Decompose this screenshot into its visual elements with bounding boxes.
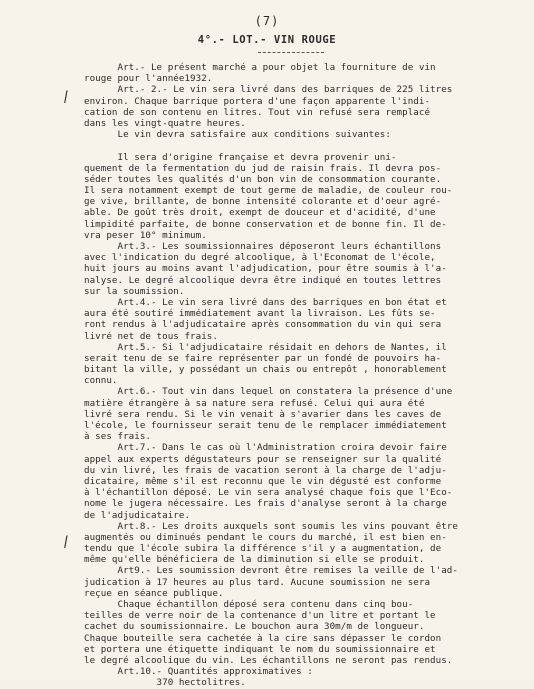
text-line: Il sera d'origine française et devra provenir uni- <box>84 151 397 163</box>
text-line: Chaque bouteille sera cachetée à la cire sans dépasser le cordon <box>84 632 442 644</box>
text-line: limpidité parfaite, de bonne conservation et de bonne fin. Il de- <box>84 218 447 230</box>
text-line: Art.6.- Tout vin dans lequel on constatera la présence d'une <box>84 386 453 398</box>
text-line: le degré alcoolique du vin. Les échantillons ne seront pas rendus. <box>84 654 453 666</box>
margin-mark: / <box>60 533 73 551</box>
text-line: Le vin devra satisfaire aux conditions suivantes: <box>84 129 391 141</box>
text-line: dans les vingt-quatre heures. <box>84 117 246 129</box>
section-heading: 4°.- LOT.- VIN ROUGE <box>197 34 337 46</box>
document-body <box>84 62 524 689</box>
text-line: dicataire, même s'il est reconnu que le vin dégusté est conforme <box>84 475 442 487</box>
text-line: de l'adjudicataire. <box>84 509 191 521</box>
text-line: ront rendus à l'adjudicataire après consommation du vin qui sera <box>84 319 442 331</box>
text-line: judication à 17 heures au plus tard. Aucune soumission ne sera <box>84 576 431 588</box>
page-number: (7) <box>254 14 280 28</box>
text-line: Art.8.- Les droits auxquels sont soumis les vins pouvant être <box>84 520 458 532</box>
text-line: nalyse. Le degré alcoolique devra être indiqué en toutes lettres <box>84 274 442 286</box>
text-line: aura été soutiré immédiatement avant la livraison. Les fûts se- <box>84 308 436 320</box>
heading-underline <box>258 52 324 53</box>
text-line: Art.3.- Les soumissionnaires déposeront leurs échantillons <box>84 241 442 252</box>
text-line: Art9.- Les soumission devront être remises la veille de l'ad- <box>84 565 458 577</box>
text-line: cachet du soumissionnaire. Le bouchon aura 30m/m de longueur. <box>84 621 425 633</box>
text-line: du vin livré, les frais de vacation seront à la charge de l'adju- <box>84 464 447 476</box>
text-line: augmentés ou diminués pendant le cours du marché, il est bien en- <box>84 531 447 543</box>
text-line: Il sera notamment exempt de tout germe de maladie, de couleur rou- <box>84 185 453 197</box>
text-line: reçue en séance publique. <box>84 587 224 599</box>
text-line <box>84 140 524 151</box>
text-line: Art.5.- Si l'adjudicataire résidait en dehors de Nantes, il <box>84 341 447 353</box>
text-line: huit jours au moins avant l'adjudication, pour être soumis à l'a- <box>84 263 447 275</box>
text-line: livré net de tous frais. <box>84 330 218 342</box>
text-line: Art.4.- Le vin sera livré dans des barriques en bon état et <box>84 296 447 308</box>
text-line: cation de son contenu en litres. Tout vin refusé sera remplacé <box>84 106 431 118</box>
text-line: vra peser 10° minimum. <box>84 229 207 241</box>
text-line: tendu que l'école subira la différence s'il y a augmentation, de <box>84 543 442 555</box>
text-line: quement de la fermentation du jud de raisin frais. Il devra pos- <box>84 162 442 174</box>
text-line: sur la soumission. <box>84 285 185 297</box>
text-line: à ses frais. <box>84 431 151 443</box>
text-line: nome le jugera nécessaire. Les frais d'analyse seront à la charge <box>84 498 447 510</box>
text-line: 370 hectolitres. <box>84 677 246 689</box>
text-line: environ. Chaque barrique portera d'une façon apparente l'indi- <box>84 95 431 107</box>
text-line: bitant la ville, y possédant un chais ou entrepôt , honorablement <box>84 364 447 376</box>
text-line: livré sera rendu. Si le vin venait à s'avarier dans les caves de <box>84 408 442 420</box>
text-line: rouge pour l'année1932. <box>84 73 213 85</box>
margin-mark: / <box>60 88 73 106</box>
text-line: ge vive, brillante, de bonne intensité colorante et d'oeur agré- <box>84 196 442 208</box>
text-line: able. De goût très droit, exempt de douceur et d'acidité, d'une <box>84 207 436 219</box>
text-line: serait tenu de se faire représenter par un fondé de pouvoirs ha- <box>84 352 442 364</box>
text-line: teilles de verre noir de la contenance d'un litre et portant le <box>84 610 436 622</box>
text-line: connu. <box>84 375 118 387</box>
text-line: même qu'elle bénéficiera de la diminution si elle se produit. <box>84 554 425 566</box>
text-line: matière étrangère à sa nature sera refusé. Celui qui aura été <box>84 397 425 409</box>
text-line: avec l'indication du degré alcoolique, à l'Economat de l'école, <box>84 252 436 264</box>
text-line: Art.7.- Dans le cas où l'Administration croira devoir faire <box>84 442 447 454</box>
text-line: Art.10.- Quantités approximatives : <box>84 666 313 678</box>
text-line: appel aux experts dégustateurs pour se renseigner sur la qualité <box>84 453 442 465</box>
text-line: séder toutes les qualités d'un bon vin de consommation courante. <box>84 173 442 185</box>
text-line: l'école, le fournisseur serait tenu de le remplacer immédiatement <box>84 420 447 431</box>
text-line: et portera une étiquette indiquant le nom du soumissionnaire et <box>84 643 436 655</box>
text-line: Art.- Le présent marché a pour objet la fourniture de vin <box>84 62 436 73</box>
text-line: Art.- 2.- Le vin sera livré dans des barriques de 225 litres <box>84 84 453 96</box>
text-line: Chaque échantillon déposé sera contenu dans cinq bou- <box>84 599 414 610</box>
text-line: à l'échantillon déposé. Le vin sera analysé chaque fois que l'Eco- <box>84 487 453 499</box>
